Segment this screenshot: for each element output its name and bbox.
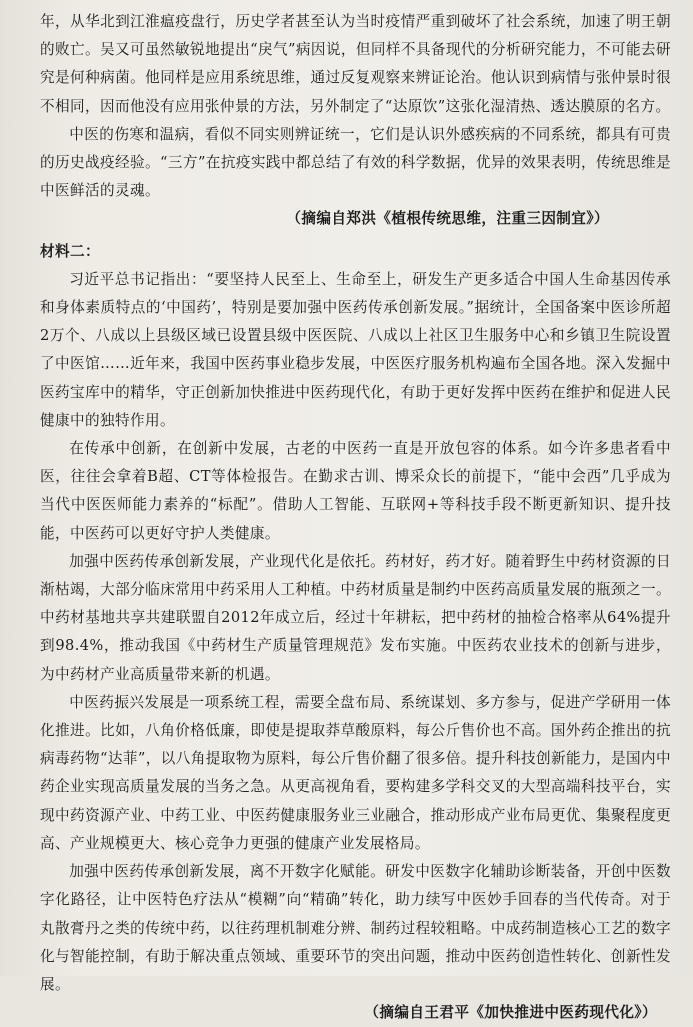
paragraph-digitalization: 加强中医药传承创新发展，离不开数字化赋能。研发中医数字化辅助诊断装备，开创中医数字化路径，让中医特色疗法从“模糊”向“精确”转化，助力续写中医妙手回春的当代传奇。对于丸散膏丹之类的传统中药，以往药理机制难分辨、制药过程较粗略。中成药制造核心工艺的数字化与智能控制，有助于解决重点领域、重要环节的突出问题，推动中医药创造性转化、创新性发展。 <box>40 863 671 993</box>
paragraph-cold-damage-warm-disease: 中医的伤寒和温病，看似不同实则辨证统一，它们是认识外感疾病的不同系统，都具有可贵的历史战疫经验。“三方”在抗疫实践中都总结了有效的科学数据，优异的效果表明，传统思维是中医鲜活的灵魂。 <box>40 125 671 200</box>
source-citation-2: （摘编自王君平《加快推进中医药现代化》） <box>364 1004 657 1022</box>
paragraph-systems-engineering: 中医药振兴发展是一项系统工程，需要全盘布局、系统谋划、多方参与，促进产学研用一体化推进。比如，八角价格低廉，即使是提取莽草酸原料，每公斤售价也不高。国外药企推出的抗病毒药物“达菲”，以八角提取物为原料，每公斤售价翻了很多倍。提升科技创新能力，是国内中药企业实现高质量发展的当务之急。从更高视角看，要构建多学科交叉的大型高端科技平台，实现中药资源产业、中药工业、中医药健康服务业三业融合，推动形成产业布局更优、集聚程度更高、产业规模更大、核心竞争力更强的健康产业发展格局。 <box>40 693 671 852</box>
material-two-heading: 材料二： <box>40 242 100 260</box>
paragraph-continued: 年，从华北到江淮瘟疫盘行，历史学者甚至认为当时疫情严重到破坏了社会系统，加速了明王朝的败亡。吴又可虽然敏锐地提出“戾气”病因说，但同样不具备现代的分析研究能力，不可能去研究是何种病菌。他同样是应用系统思维，通过反复观察来辨证论治。他认识到病情与张仲景时很不相同，因而他没有应用张仲景的方法，另外制定了“达原饮”这张化湿清热、透达膜原的名方。 <box>40 13 671 115</box>
paragraph-innovation: 在传承中创新，在创新中发展，古老的中医药一直是开放包容的体系。如今许多患者看中医，往往会拿着B超、CT等体检报告。在勤求古训、博采众长的前提下，“能中会西”几乎成为当代中医医师能力素养的“标配”。借助人工智能、互联网+等科技手段不断更新知识、提升技能，中医药可以更好守护人类健康。 <box>40 440 671 542</box>
source-citation-1: （摘编自郑洪《植根传统思维，注重三因制宜》） <box>286 210 609 228</box>
paragraph-industry-modernization: 加强中医药传承创新发展，产业现代化是依托。药材好，药才好。随着野生中药材资源的日渐枯竭，大部分临床常用中药采用人工种植。中药材质量是制约中医药高质量发展的瓶颈之一。中药材基地共享共建联盟自2012年成立后，经过十年耕耘，把中药材的抽检合格率从64%提升到98.4%，推动我国《中药材生产质量管理规范》发布实施。中医药农业技术的创新与进步，为中药材产业高质量带来新的机遇。 <box>40 552 671 683</box>
paragraph-tcm-development: 习近平总书记指出：“要坚持人民至上、生命至上，研发生产更多适合中国人生命基因传承和身体素质特点的‘中国药’，特别是要加强中医药传承创新发展。”据统计，全国备案中医诊所超2万个、八成以上县级区域已设置县级中医医院、八成以上社区卫生服务中心和乡镇卫生院设置了中医馆……近年来，我国中医药事业稳步发展，中医医疗服务机构遍布全国各地。深入发掘中医药宝库中的精华，守正创新加快推进中医药现代化，有助于更好发挥中医药在维护和促进人民健康中的独特作用。 <box>40 270 671 429</box>
